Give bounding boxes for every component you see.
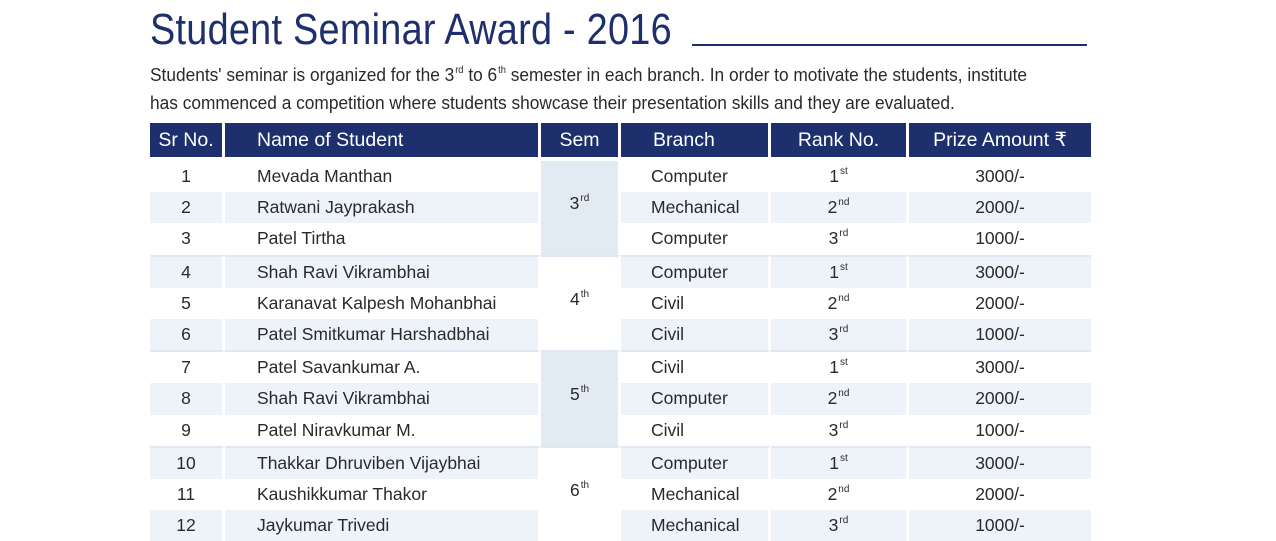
rank-number: 3: [828, 419, 839, 440]
cell-sr-no: 1: [150, 161, 225, 192]
cell-sr-no: 5: [150, 288, 225, 319]
cell-student-name: Jaykumar Trivedi: [225, 510, 541, 541]
cell-sr-no: 11: [150, 479, 225, 510]
header-sem: Sem: [541, 123, 621, 157]
table-row: [150, 350, 1091, 383]
cell-prize-amount: 1000/-: [975, 228, 1025, 249]
intro-text-part: to 6: [463, 64, 498, 85]
table-row: [150, 383, 1091, 414]
cell-sr-no: 3: [150, 223, 225, 254]
intro-text-part: Students' seminar is organized for the 3: [150, 64, 455, 85]
cell-rank: [771, 319, 909, 350]
cell-sr-no: 6: [150, 319, 225, 350]
rank-number: 2: [827, 197, 838, 218]
cell-student-name: Patel Smitkumar Harshadbhai: [225, 319, 541, 350]
cell-student-name: Ratwani Jayprakash: [225, 192, 541, 223]
cell-branch: Mechanical: [621, 510, 771, 541]
cell-prize-amount: 3000/-: [909, 255, 1091, 288]
cell-prize-amount: 3000/-: [909, 446, 1091, 479]
semester-number: 6: [569, 479, 580, 500]
cell-sr-no: 7: [150, 350, 225, 383]
header-name: Name of Student: [225, 123, 541, 157]
cell-branch: Mechanical: [621, 479, 771, 510]
intro-text-part: semester in each branch. In order to motivate the students, institute: [505, 64, 1028, 85]
table-row: [150, 479, 1091, 510]
cell-semester: [541, 350, 621, 446]
cell-branch: Civil: [621, 319, 771, 350]
cell-prize-amount: 2000/-: [909, 192, 1091, 223]
rank-suffix: st: [839, 452, 848, 464]
rank-suffix: nd: [838, 292, 850, 304]
header-sr-no: Sr No.: [150, 123, 225, 157]
table-row: [150, 288, 1091, 319]
intro-paragraph: [150, 63, 1048, 115]
cell-prize-amount: 3000/-: [909, 350, 1091, 383]
cell-sr-no: 2: [150, 192, 225, 223]
cell-student-name: Patel Tirtha: [225, 223, 541, 254]
rank-suffix: nd: [838, 483, 850, 495]
table-row: [150, 223, 1091, 254]
semester-suffix: th: [580, 384, 590, 396]
cell-prize-amount: 3000/-: [975, 166, 1025, 187]
rank-number: 2: [827, 292, 838, 313]
cell-sr-no: 10: [150, 446, 225, 479]
intro-superscript: th: [498, 65, 506, 76]
cell-rank: [771, 350, 909, 383]
title-block: [150, 4, 1090, 54]
rank-number: 1: [829, 452, 839, 473]
cell-semester: [541, 161, 621, 255]
rank-number: 1: [829, 166, 839, 187]
rank-suffix: rd: [839, 515, 849, 527]
intro-line-2: has commenced a competition where students showcase their presentation skills and they are evaluated.: [150, 92, 955, 113]
cell-branch: Computer: [621, 223, 771, 254]
cell-prize-amount: 1000/-: [909, 510, 1091, 541]
cell-branch: Computer: [621, 383, 771, 414]
cell-semester: [541, 255, 621, 351]
cell-sr-no: 4: [150, 255, 225, 288]
header-branch: Branch: [621, 123, 771, 157]
cell-student-name: Patel Savankumar A.: [225, 350, 541, 383]
rank-number: 1: [829, 357, 839, 378]
cell-rank: [771, 383, 909, 414]
title-underline: [692, 44, 1087, 46]
rank-suffix: rd: [839, 419, 849, 431]
cell-prize-amount: 1000/-: [909, 319, 1091, 350]
cell-semester: [541, 446, 621, 541]
cell-rank: [771, 446, 909, 479]
semester-number: 4: [569, 288, 580, 309]
table-row: [150, 415, 1091, 446]
table-row: [150, 255, 1091, 288]
cell-sr-no: 9: [150, 415, 225, 446]
intro-superscript: rd: [455, 65, 464, 76]
rank-number: 3: [828, 228, 839, 249]
semester-number: 3: [569, 193, 580, 214]
semester-suffix: th: [580, 288, 590, 300]
cell-branch: Mechanical: [621, 192, 771, 223]
semester-suffix: rd: [580, 193, 590, 205]
cell-rank: [771, 479, 909, 510]
cell-rank: [771, 255, 909, 288]
cell-branch: Civil: [621, 288, 771, 319]
cell-rank: [771, 161, 909, 192]
cell-rank: [771, 192, 909, 223]
rank-suffix: rd: [839, 324, 849, 336]
rank-number: 3: [828, 324, 839, 345]
cell-prize-amount: 2000/-: [975, 483, 1025, 504]
cell-branch: Computer: [621, 446, 771, 479]
table-row: [150, 192, 1091, 223]
cell-prize-amount: 1000/-: [975, 419, 1025, 440]
table-row: [150, 319, 1091, 350]
rank-number: 3: [828, 515, 839, 536]
award-table: [150, 123, 1091, 541]
cell-sr-no: 12: [150, 510, 225, 541]
cell-branch: Computer: [621, 255, 771, 288]
rank-suffix: nd: [838, 388, 850, 400]
cell-student-name: Kaushikkumar Thakor: [225, 479, 541, 510]
table-header-row: [150, 123, 1091, 157]
cell-student-name: Shah Ravi Vikrambhai: [225, 383, 541, 414]
rank-suffix: rd: [839, 228, 849, 240]
cell-branch: Civil: [621, 415, 771, 446]
rank-number: 1: [829, 261, 839, 282]
cell-sr-no: 8: [150, 383, 225, 414]
rank-number: 2: [827, 483, 838, 504]
semester-number: 5: [569, 384, 580, 405]
cell-rank: [771, 510, 909, 541]
rank-number: 2: [827, 388, 838, 409]
cell-rank: [771, 223, 909, 254]
cell-student-name: Shah Ravi Vikrambhai: [225, 255, 541, 288]
table-row: [150, 161, 1091, 192]
cell-prize-amount: 2000/-: [975, 292, 1025, 313]
intro-line-1: [150, 63, 1048, 91]
page-title: Student Seminar Award - 2016: [150, 5, 672, 54]
table-row: [150, 446, 1091, 479]
rank-suffix: st: [839, 261, 848, 273]
cell-rank: [771, 288, 909, 319]
cell-student-name: Thakkar Dhruviben Vijaybhai: [225, 446, 541, 479]
rank-suffix: st: [839, 357, 848, 369]
cell-prize-amount: 2000/-: [909, 383, 1091, 414]
cell-student-name: Patel Niravkumar M.: [225, 415, 541, 446]
cell-branch: Civil: [621, 350, 771, 383]
semester-suffix: th: [580, 479, 590, 491]
cell-student-name: Mevada Manthan: [225, 161, 541, 192]
table-row: [150, 510, 1091, 541]
cell-rank: [771, 415, 909, 446]
cell-student-name: Karanavat Kalpesh Mohanbhai: [225, 288, 541, 319]
rank-suffix: nd: [838, 197, 850, 209]
rank-suffix: st: [839, 166, 848, 178]
header-rank: Rank No.: [771, 123, 909, 157]
header-prize: Prize Amount ₹: [909, 123, 1091, 157]
cell-branch: Computer: [621, 161, 771, 192]
